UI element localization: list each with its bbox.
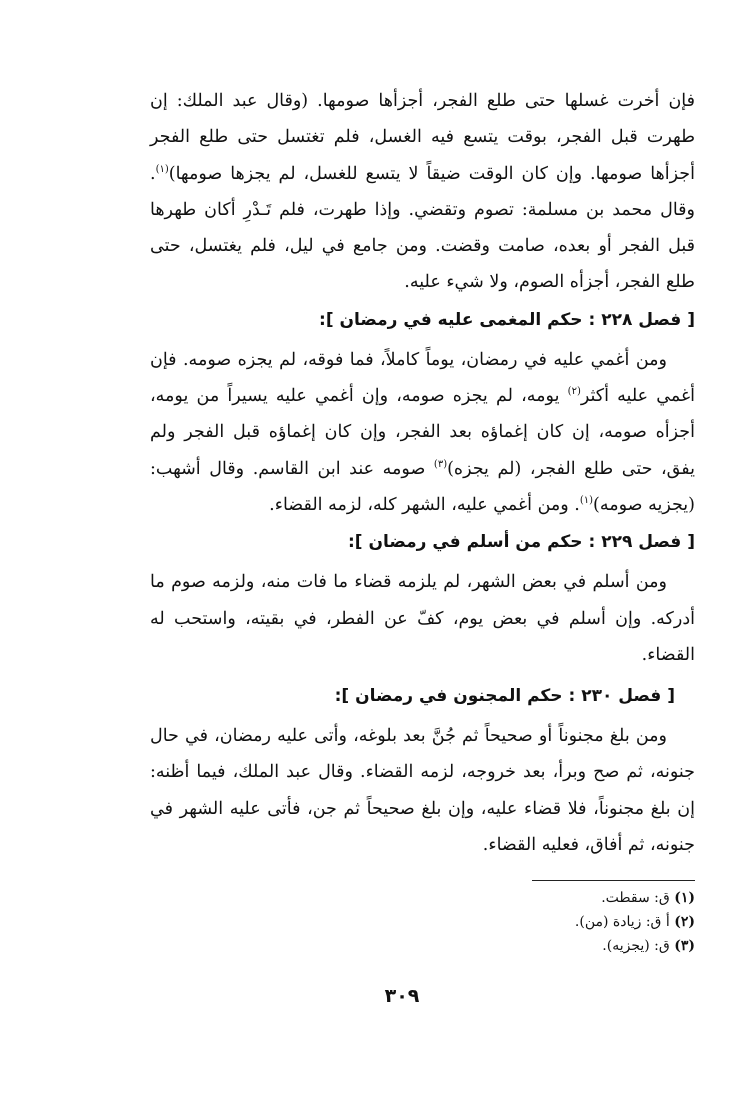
- footnote-item: [395, 886, 695, 910]
- footnote-text: ق: (يجزيه).: [602, 938, 675, 954]
- footnote-item: [395, 910, 695, 934]
- footnote-number: (٢): [674, 914, 695, 930]
- intro-paragraph: [150, 83, 695, 301]
- footnote-ref-1: (١): [155, 163, 169, 175]
- footnote-item: [395, 934, 695, 958]
- footnote-divider: [532, 880, 695, 881]
- footnote-text: ق: سقطت.: [601, 890, 675, 906]
- section-230-paragraph: ومن بلغ مجنوناً أو صحيحاً ثم جُنَّ بعد بلوغه، وأتى عليه رمضان، في حال جنونه، ثم صح وبرأ، بعد خروجه، لزمه القضاء. وقال عبد الملك، فيما أظنه: إن بلغ مجنوناً، فلا قضاء عليه، وإن بلغ صحيحاً ثم جن، فأتى عليه الشهر في جنونه، ثم أفاق، فعليه القضاء.: [150, 726, 695, 856]
- page-number: ٣٠٩: [384, 985, 420, 1007]
- intro-text-1: فإن أخرت غسلها حتى طلع الفجر، أجزأها صومها. (وقال عبد الملك: إن طهرت قبل الفجر، بوقت يتسع فيه الغسل، فلم تغتسل حتى طلع الفجر أجزأها صومها. وإن كان الوقت ضيقاً لا يتسع للغسل، لم يجزها صومها): [150, 91, 695, 184]
- section-228-text-1: ومن أغمي عليه في رمضان، يوماً كاملاً، فما فوقه، لم يجزه صومه. فإن أغمي عليه أكثر: [150, 349, 695, 407]
- footnote-ref-2: (٢): [567, 386, 581, 398]
- intro-text-2: . وقال محمد بن مسلمة: تصوم وتقضي. وإذا طهرت، فلم تَـدْرِ أكان طهرها قبل الفجر أو بعده، صامت وقضت. ومن جامع في ليل، فلم يغتسل، حتى طلع الفجر، أجزأه الصوم، ولا شيء عليه.: [150, 163, 695, 293]
- section-228-text-4: . ومن أغمي عليه، الشهر كله، لزمه القضاء.: [269, 494, 580, 515]
- section-230-heading: [ فصل ٢٣٠ : حكم المجنون في رمضان ]:: [334, 686, 675, 707]
- section-228-heading: [ فصل ٢٢٨ : حكم المغمى عليه في رمضان ]:: [319, 309, 695, 330]
- section-228-paragraph: [150, 342, 695, 523]
- section-229-heading: [ فصل ٢٢٩ : حكم من أسلم في رمضان ]:: [347, 532, 695, 553]
- footnote-number: (٣): [674, 938, 695, 954]
- footnote-ref-4: (١): [579, 495, 594, 507]
- section-228-text-3: صومه عند ابن القاسم. وقال أشهب: (يجزيه صومه): [150, 458, 695, 515]
- footnote-text: أ ق: زيادة (من).: [574, 914, 675, 930]
- page-body: [150, 83, 695, 863]
- section-228-text-2: يومه، لم يجزه صومه، وإن أغمي عليه يسيراً من يومه، أجزأه صومه، إن كان إغماؤه بعد الفجر، وإن كان إغماؤه قبل الفجر ولم يفق، حتى طلع الفجر، (لم يجزه): [150, 386, 695, 479]
- footnote-number: (١): [674, 890, 695, 906]
- footnote-ref-3: (٣): [433, 458, 448, 470]
- footnotes: [395, 886, 695, 958]
- section-229-paragraph: ومن أسلم في بعض الشهر، لم يلزمه قضاء ما فات منه، ولزمه صوم ما أدركه. وإن أسلم في بعض يوم، كفّ عن الفطر، في بقيته، واستحب له القضاء.: [150, 572, 695, 665]
